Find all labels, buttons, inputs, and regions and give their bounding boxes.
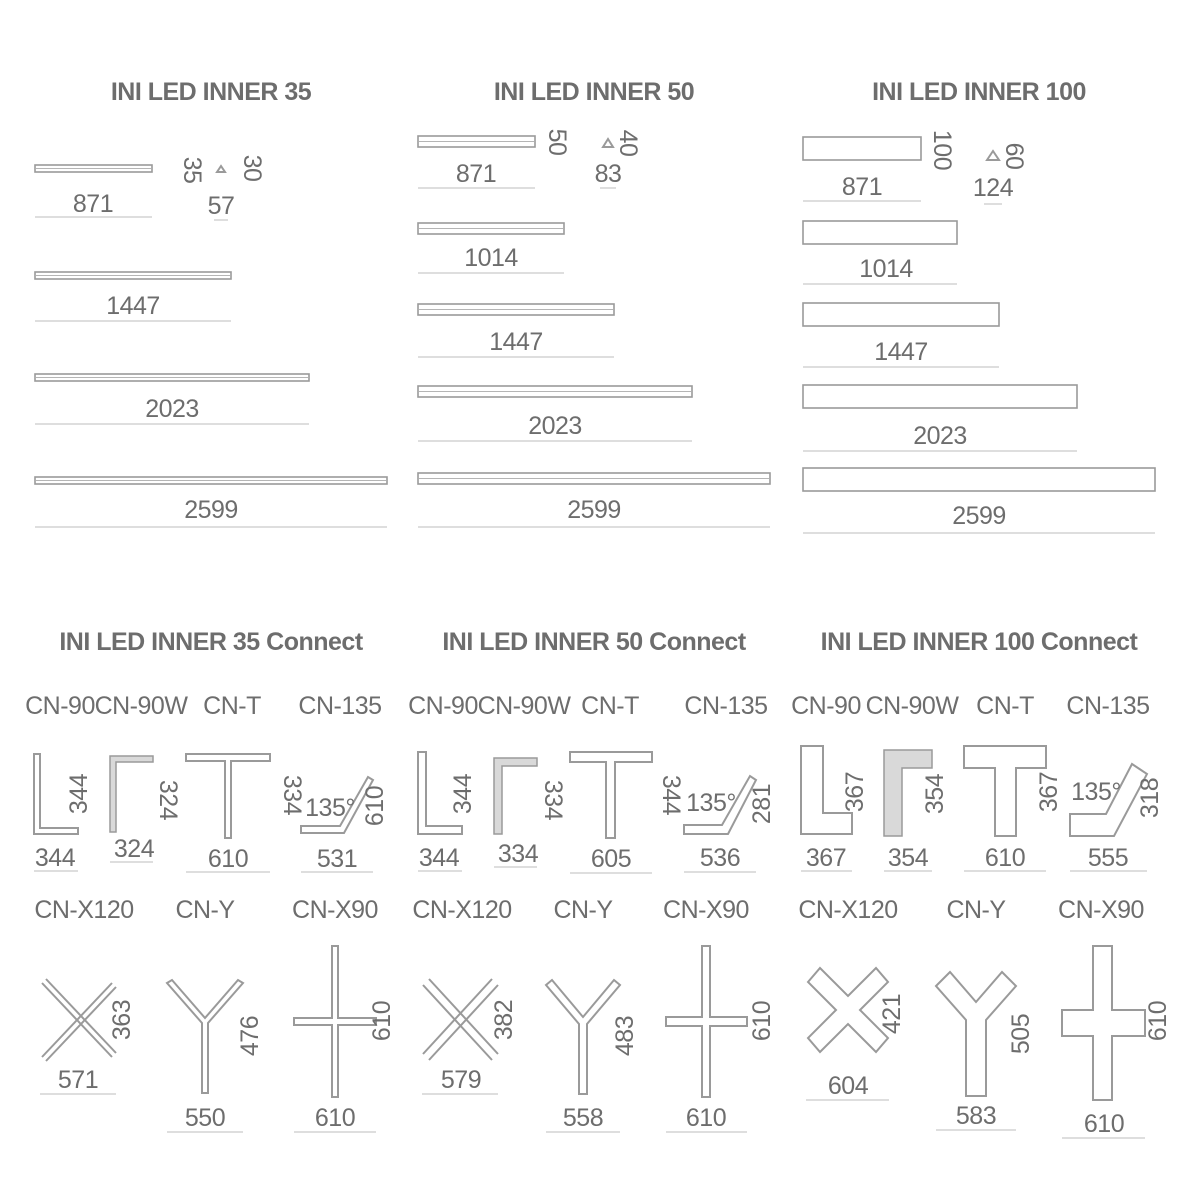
height-label: 421: [878, 993, 906, 1035]
connector-cn-90w: [95, 692, 189, 863]
height-label: 610: [748, 1000, 776, 1042]
family-inner-50: [418, 78, 770, 527]
width-label: 334: [497, 840, 539, 868]
height-label: 344: [65, 773, 93, 815]
section-height-label: 60: [1000, 142, 1028, 170]
connector-cn-y: [546, 896, 639, 1132]
connector-shape: [110, 756, 153, 832]
connector-cn-135: [684, 692, 776, 872]
connector-code: CN-90W: [477, 692, 571, 720]
profile-871: [418, 129, 571, 188]
height-label: 367: [841, 771, 869, 813]
connector-shape: [1062, 946, 1145, 1100]
cross-section: [595, 130, 642, 188]
connector-shape: [936, 972, 1016, 1096]
connector-cn-t: [570, 692, 685, 873]
section-width-label: 83: [594, 160, 622, 188]
width-label: 344: [418, 844, 460, 872]
connector-cn-x120: [34, 896, 136, 1094]
connector-shape: [964, 746, 1046, 836]
connect-title: INI LED INNER 100 Connect: [820, 628, 1138, 656]
connector-code: CN-T: [976, 692, 1034, 720]
connector-cn-x120: [798, 896, 906, 1100]
profile-bar: [803, 303, 999, 326]
width-label: 550: [184, 1104, 226, 1132]
width-label: 610: [207, 845, 249, 873]
height-label: 483: [611, 1015, 639, 1057]
height-label: 100: [928, 129, 956, 171]
height-label: 50: [543, 128, 571, 156]
connect-group-100: [791, 628, 1172, 1138]
connect-title: INI LED INNER 35 Connect: [59, 628, 363, 656]
profile-2023: [418, 386, 692, 441]
width-label: 571: [57, 1066, 99, 1094]
connector-shape: [666, 946, 747, 1097]
connector-cn-90w: [478, 692, 572, 868]
height-label: 324: [154, 779, 182, 821]
connector-shape: [167, 980, 243, 1093]
width-label: 558: [562, 1104, 604, 1132]
family-title: INI LED INNER 35: [110, 78, 312, 106]
connector-code: CN-90: [25, 692, 95, 720]
connector-code: CN-X120: [34, 896, 134, 924]
height-label: 334: [539, 779, 567, 821]
connector-code: CN-90W: [94, 692, 188, 720]
connect-title: INI LED INNER 50 Connect: [442, 628, 746, 656]
profile-1447: [803, 303, 999, 367]
width-label: 344: [34, 844, 76, 872]
length-label: 871: [841, 173, 883, 201]
section-triangle: [603, 139, 613, 147]
connector-cn-90: [25, 692, 95, 872]
cross-section: [973, 143, 1028, 204]
profile-bar: [803, 385, 1077, 408]
connector-code: CN-Y: [175, 896, 235, 924]
profile-bar: [803, 221, 957, 244]
height-label: 281: [748, 783, 776, 825]
height-label: 610: [361, 785, 389, 827]
length-label: 1447: [489, 328, 543, 356]
family-title: INI LED INNER 100: [872, 78, 1086, 106]
length-label: 2599: [184, 496, 238, 524]
connector-shape: [42, 979, 116, 1061]
height-label: 344: [449, 773, 477, 815]
connector-cn-t: [964, 692, 1063, 872]
height-label: 318: [1136, 777, 1164, 819]
connector-code: CN-90W: [865, 692, 959, 720]
connector-code: CN-T: [203, 692, 261, 720]
connector-code: CN-135: [684, 692, 768, 720]
connector-cn-y: [936, 896, 1035, 1130]
profile-2599: [418, 473, 770, 527]
profile-871: [35, 157, 206, 218]
connector-code: CN-Y: [946, 896, 1006, 924]
width-label: 605: [590, 845, 632, 873]
height-label: 382: [490, 999, 518, 1041]
connector-code: CN-X90: [663, 896, 749, 924]
width-label: 579: [440, 1066, 482, 1094]
connector-shape: [423, 979, 498, 1060]
height-label: 610: [368, 1000, 396, 1042]
connector-cn-x90: [1058, 896, 1172, 1138]
width-label: 354: [887, 844, 929, 872]
connector-code: CN-X120: [412, 896, 512, 924]
height-label: 363: [108, 999, 136, 1041]
width-label: 610: [685, 1104, 727, 1132]
profile-bar: [803, 137, 921, 160]
height-label: 610: [1144, 1000, 1172, 1042]
connector-code: CN-X120: [798, 896, 898, 924]
connector-cn-90: [408, 692, 478, 872]
angle-label: 135°: [305, 794, 355, 822]
length-label: 2023: [913, 422, 967, 450]
profile-2023: [35, 374, 309, 424]
height-label: 367: [1035, 771, 1063, 813]
connector-cn-x90: [663, 896, 776, 1132]
connector-shape: [494, 758, 537, 834]
length-label: 2023: [528, 412, 582, 440]
width-label: 367: [805, 844, 847, 872]
connector-code: CN-90: [791, 692, 861, 720]
height-label: 476: [236, 1015, 264, 1057]
profile-2023: [803, 385, 1077, 451]
width-label: 536: [699, 844, 741, 872]
section-triangle: [217, 166, 225, 172]
height-label: 334: [278, 774, 306, 816]
profile-bar: [803, 468, 1155, 491]
connector-cn-90: [791, 692, 869, 872]
connector-code: CN-135: [1066, 692, 1150, 720]
width-label: 555: [1087, 844, 1129, 872]
connector-code: CN-X90: [1058, 896, 1144, 924]
connector-cn-y: [167, 896, 264, 1132]
connector-cn-135: [298, 692, 389, 873]
profile-871: [803, 130, 956, 201]
family-inner-100: [803, 78, 1155, 533]
length-label: 871: [72, 190, 114, 218]
connector-shape: [186, 754, 270, 838]
connector-code: CN-135: [298, 692, 382, 720]
connect-group-35: [25, 628, 396, 1132]
profile-1447: [418, 304, 614, 357]
width-label: 610: [1083, 1110, 1125, 1138]
family-title: INI LED INNER 50: [493, 78, 695, 106]
connector-cn-90w: [866, 692, 960, 872]
connector-shape: [808, 968, 888, 1052]
cross-section: [208, 155, 266, 220]
profile-1014: [803, 221, 957, 284]
connector-code: CN-Y: [553, 896, 613, 924]
section-triangle: [987, 151, 999, 160]
connector-shape: [546, 980, 620, 1094]
height-label: 505: [1007, 1013, 1035, 1055]
length-label: 1447: [106, 292, 160, 320]
width-label: 604: [827, 1072, 869, 1100]
connector-cn-x90: [292, 896, 396, 1132]
width-label: 610: [314, 1104, 356, 1132]
width-label: 531: [316, 845, 358, 873]
connector-code: CN-X90: [292, 896, 378, 924]
family-inner-35: [35, 78, 387, 527]
connector-shape: [570, 752, 652, 838]
height-label: 35: [178, 156, 206, 184]
connector-cn-t: [186, 692, 306, 873]
width-label: 610: [984, 844, 1026, 872]
connector-cn-135: [1066, 692, 1164, 872]
profile-1014: [418, 223, 564, 273]
length-label: 1014: [859, 255, 913, 283]
profile-2599: [35, 477, 387, 527]
height-label: 354: [921, 773, 949, 815]
section-height-label: 40: [614, 129, 642, 157]
angle-label: 135°: [686, 789, 736, 817]
length-label: 871: [455, 160, 497, 188]
section-width-label: 124: [972, 174, 1014, 202]
length-label: 1014: [464, 244, 518, 272]
length-label: 2599: [952, 502, 1006, 530]
length-label: 2599: [567, 496, 621, 524]
angle-label: 135°: [1071, 778, 1121, 806]
profile-2599: [803, 468, 1155, 533]
height-label: 344: [657, 774, 685, 816]
connect-group-50: [408, 628, 776, 1132]
length-label: 1447: [874, 338, 928, 366]
section-width-label: 57: [207, 192, 235, 220]
length-label: 2023: [145, 395, 199, 423]
width-label: 324: [113, 835, 155, 863]
connector-cn-x120: [412, 896, 518, 1094]
profile-1447: [35, 272, 231, 321]
connector-shape: [294, 946, 376, 1097]
section-height-label: 30: [238, 154, 266, 182]
connector-code: CN-T: [581, 692, 639, 720]
width-label: 583: [955, 1102, 997, 1130]
connector-code: CN-90: [408, 692, 478, 720]
